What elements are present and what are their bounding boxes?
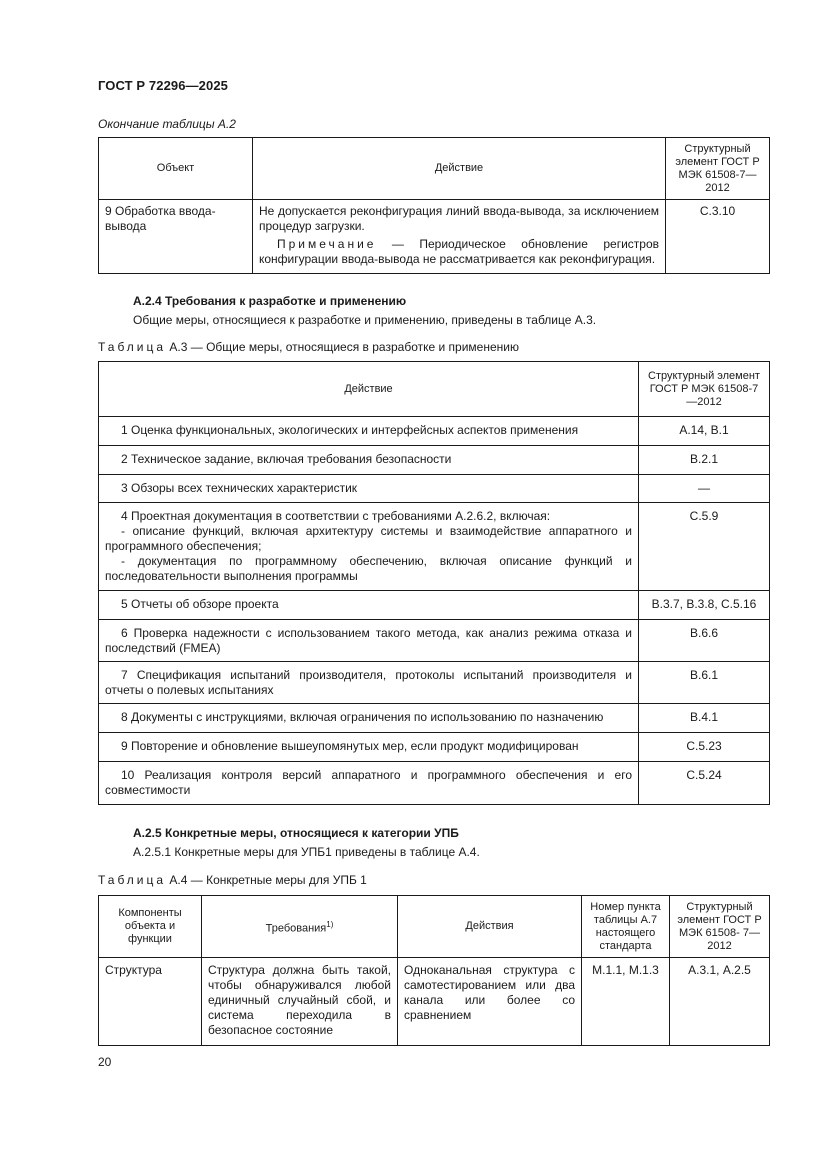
table-a3-caption-rest: А.3 — Общие меры, относящиеся в разработке и применению [166,340,519,354]
table-a4-header-item: Номер пункта таблицы А.7 настоящего стандарта [582,896,670,958]
table-a3-header-ref: Структурный элемент ГОСТ Р МЭК 61508-7—2012 [639,362,770,417]
table-a4-ref-cell: А.3.1, А.2.5 [670,958,770,1046]
table-a2 [98,137,770,274]
section-a25-text: А.2.5.1 Конкретные меры для УПБ1 приведены в таблице А.4. [133,845,480,859]
footnote-marker: 1) [326,919,334,929]
table-a2-header-action: Действие [253,138,666,200]
table-a3-row-2-action: 2 Техническое задание, включая требования безопасности [99,446,639,475]
table-a4-header-requirement-label: Требования [265,922,327,935]
table-a4-caption-rest: А.4 — Конкретные меры для УПБ 1 [166,873,367,887]
table-a3-row-3-ref: — [639,475,770,503]
table-a3-row-4-ref: С.5.9 [639,503,770,591]
table-a3-row-4-action [99,503,639,591]
note-label: Примечание [277,237,377,251]
table-a4-header-action: Действия [398,896,582,958]
table-a2-action-text: Не допускается реконфигурация линий ввода-вывода, за исключением процедур загрузки. [259,204,659,233]
note-text: — Периодическое обновление регистров конфигурации ввода-вывода не рассматривается как реконфигурация. [259,237,659,266]
table-a3-row-1-action: 1 Оценка функциональных, экологических и интерфейсных аспектов применения [99,417,639,446]
table-a3 [98,361,770,805]
table-a4 [98,895,770,1046]
table-a4-item-cell: М.1.1, М.1.3 [582,958,670,1046]
table-a3-row-3-action: 3 Обзоры всех технических характеристик [99,475,639,503]
table-a2-object-cell: 9 Обработка ввода-вывода [99,200,253,274]
table-a3-caption-word: Таблица [98,340,167,354]
table-a3-header-action: Действие [99,362,639,417]
table-a3-row-1-ref: А.14, В.1 [639,417,770,446]
section-a24-text: Общие меры, относящиеся к разработке и применению, приведены в таблице А.3. [133,313,597,327]
table-a3-row-9-ref: С.5.23 [639,733,770,762]
table-a4-header-component: Компоненты объекта и функции [99,896,202,958]
table-a4-caption [98,873,367,887]
table-a3-row-8-action: 8 Документы с инструкциями, включая ограничения по использованию по назначению [99,704,639,733]
table-a3-row-7-action: 7 Спецификация испытаний производителя, протоколы испытаний производителя и отчеты о полевых испытаниях [99,662,639,704]
table-a3-row-5-ref: В.3.7, В.3.8, С.5.16 [639,591,770,620]
table-a4-action-cell: Одноканальная структура с самотестированием или два канала или более со сравнением [398,958,582,1046]
table-a2-header-ref: Структурный элемент ГОСТ Р МЭК 61508-7—2012 [666,138,770,200]
table-a4-component-cell: Структура [99,958,202,1046]
table-a3-row-4-sub2: - документация по программному обеспечению, включая описание функций и последовательности выполнения программы [105,554,632,583]
table-a2-caption: Окончание таблицы А.2 [98,117,236,131]
table-a3-row-7-ref: В.6.1 [639,662,770,704]
table-a3-row-2-ref: В.2.1 [639,446,770,475]
table-a2-ref-cell: C.3.10 [666,200,770,274]
document-title: ГОСТ Р 72296—2025 [98,78,228,93]
table-a3-row-4-lead: 4 Проектная документация в соответствии с требованиями А.2.6.2, включая: [121,509,551,523]
table-a2-header-object: Объект [99,138,253,200]
table-a2-note [259,237,659,267]
table-a4-caption-word: Таблица [98,873,167,887]
table-a3-row-6-action: 6 Проверка надежности с использованием такого метода, как анализ режима отказа и последствий (FMEA) [99,620,639,662]
table-a3-row-8-ref: В.4.1 [639,704,770,733]
table-a3-row-9-action: 9 Повторение и обновление вышеупомянутых мер, если продукт модифицирован [99,733,639,762]
table-a4-header-requirement [202,896,398,958]
table-a4-header-ref: Структурный элемент ГОСТ Р МЭК 61508- 7—2012 [670,896,770,958]
table-a3-row-6-ref: В.6.6 [639,620,770,662]
table-a4-requirement-cell: Структура должна быть такой, чтобы обнаруживался любой единичный случайный сбой, и система переходила в безопасное состояние [202,958,398,1046]
table-a2-action-cell [253,200,666,274]
table-a3-row-10-action: 10 Реализация контроля версий аппаратного и программного обеспечения и его совместимости [99,762,639,805]
table-a3-row-4-sub1: - описание функций, включая архитектуру системы и взаимодействие аппаратного и программного обеспечения; [105,524,632,553]
table-a3-row-10-ref: С.5.24 [639,762,770,805]
table-a3-row-5-action: 5 Отчеты об обзоре проекта [99,591,639,620]
page-number: 20 [98,1055,112,1069]
section-a24-heading: А.2.4 Требования к разработке и применению [133,294,407,308]
table-a3-caption [98,340,519,354]
section-a25-heading: А.2.5 Конкретные меры, относящиеся к категории УПБ [133,826,459,840]
